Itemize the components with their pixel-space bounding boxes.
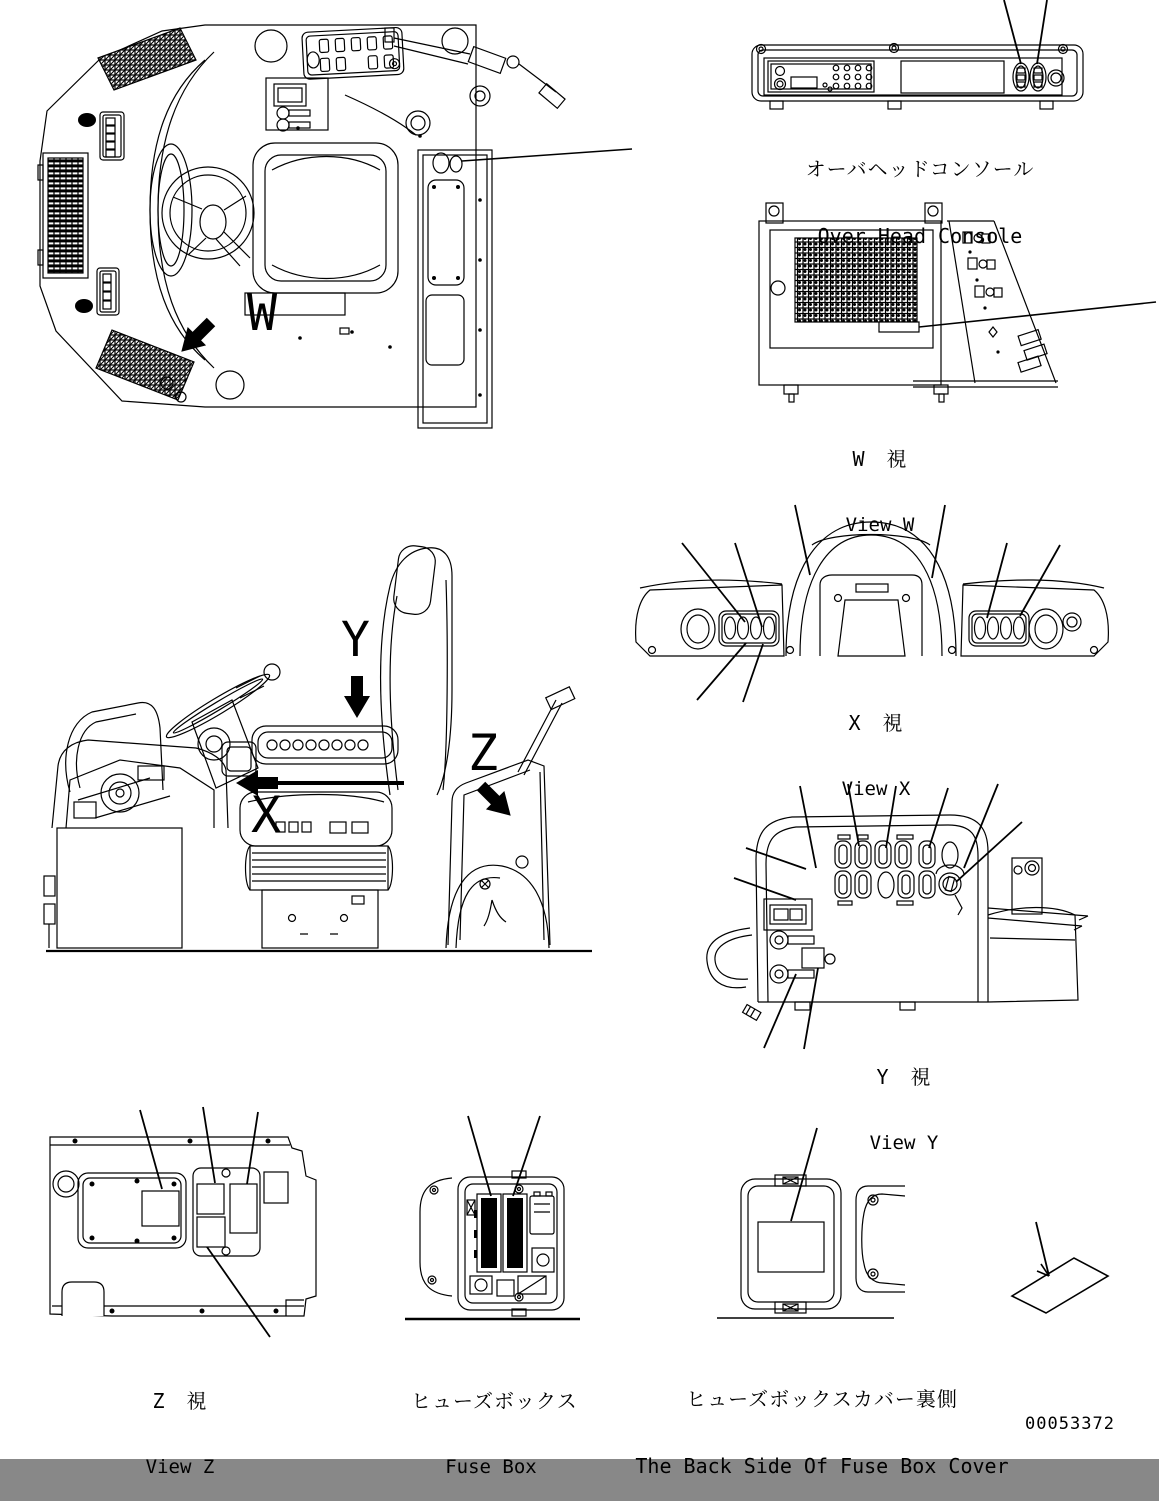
part-number: 00053372: [1025, 1414, 1115, 1434]
caption-view-w-en: View W: [845, 514, 915, 537]
caption-view-w: [800, 404, 960, 559]
caption-overhead-console: [780, 114, 1060, 270]
caption-view-x: [796, 668, 956, 823]
caption-view-z: [100, 1346, 260, 1501]
caption-fuse-box-jp: ヒューズボックス: [411, 1388, 578, 1413]
marker-y: Y: [341, 612, 370, 668]
caption-view-z-jp: Z 視: [152, 1388, 208, 1413]
caption-overhead-console-en: Over Head Console: [817, 224, 1023, 249]
caption-overhead-console-jp: オーバヘッドコンソール: [805, 156, 1035, 181]
caption-fuse-box-en: Fuse Box: [445, 1456, 537, 1479]
caption-fuse-box-cover-en: The Back Side Of Fuse Box Cover: [635, 1454, 1009, 1479]
seat-side-view-drawing: [44, 544, 592, 951]
caption-view-x-jp: X 視: [848, 710, 904, 735]
caption-view-w-jp: W 視: [852, 446, 908, 471]
caption-fuse-box-cover-jp: ヒューズボックスカバー裏側: [686, 1386, 958, 1411]
view-y-drawing: [707, 784, 1088, 1049]
marker-x: X: [251, 786, 282, 844]
marker-w: W: [247, 284, 278, 342]
caption-view-z-en: View Z: [145, 1456, 215, 1479]
caption-view-y: [824, 1022, 984, 1177]
caption-view-x-en: View X: [841, 778, 911, 801]
view-z-drawing: [50, 1107, 316, 1337]
caption-view-y-en: View Y: [869, 1132, 939, 1155]
caption-fuse-box: [411, 1346, 578, 1501]
caption-view-y-jp: Y 視: [876, 1064, 932, 1089]
marker-z: Z: [468, 724, 499, 782]
fuse-box-drawing: [405, 1116, 580, 1319]
caption-fuse-box-cover: [616, 1344, 1028, 1500]
overhead-console-drawing: [752, 0, 1083, 109]
cab-plan-view-drawing: [38, 25, 632, 428]
